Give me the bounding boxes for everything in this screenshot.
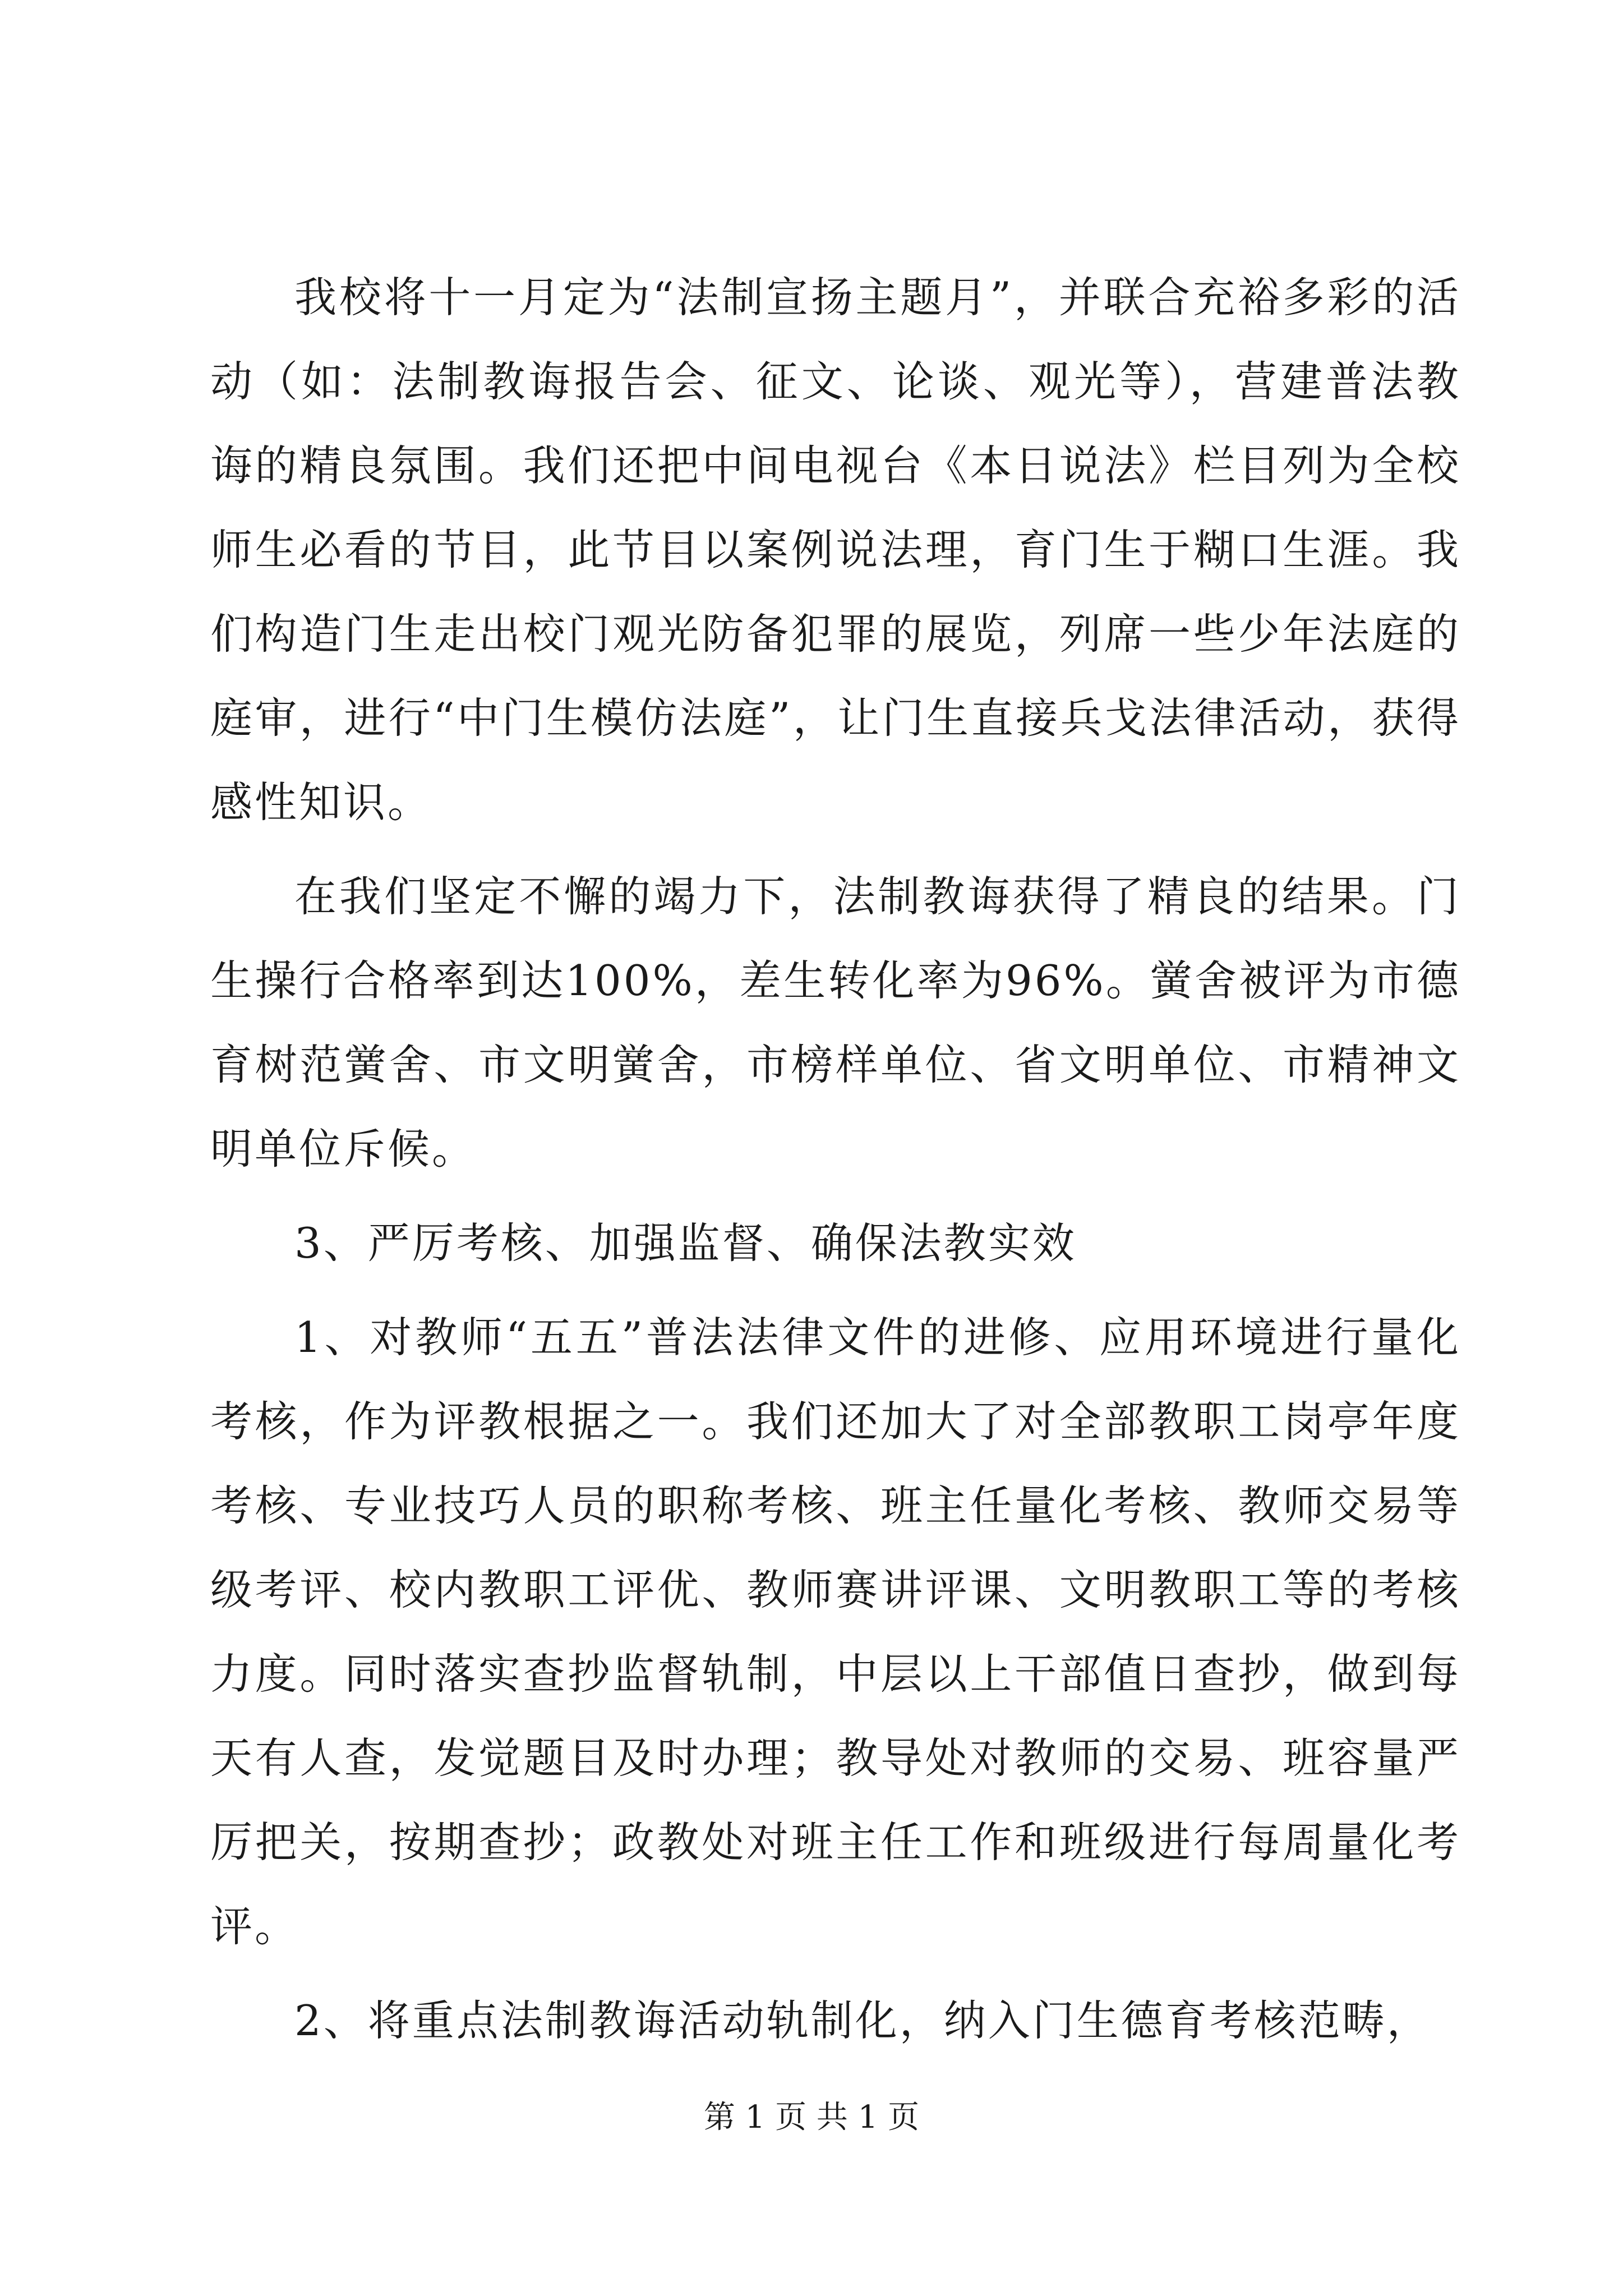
paragraph-institutionalize: 2、将重点法制教诲活动轨制化，纳入门生德育考核范畴，: [294, 1996, 1431, 2045]
paragraph-teacher-assessment: 1、对教师“五五”普法法律文件的进修、应用环境进行量化考核，作为评教根据之一。我们还加大了对全部教职工岗亭年度考核、专业技巧人员的职称考核、班主任量化考核、教师交易等级考评、校内教职工评优、教师赛讲评课、文明教职工等的考核力度。同时落实查抄监督轨制，中层以上干部值日查抄，做到每天有人查，发觉题目及时办理；教导处对教师的交易、班容量严厉把关，按期查抄；政教处对班主任工作和班级进行每周量化考评。: [210, 1313, 1461, 1951]
section-heading-assessment: 3、严厉考核、加强监督、确保法教实效: [294, 1218, 1077, 1268]
document-body: [210, 255, 1461, 2063]
paragraph-legal-month: 我校将十一月定为“法制宣扬主题月”，并联合充裕多彩的活动（如：法制教诲报告会、征文、论谈、观光等），营建普法教诲的精良氛围。我们还把中间电视台《本日说法》栏目列为全校师生必看的节目，此节目以案例说法理，育门生于糊口生涯。我们构造门生走出校门观光防备犯罪的展览，列席一些少年法庭的庭审，进行“中门生模仿法庭”，让门生直接兵戈法律活动，获得感性知识。: [210, 273, 1461, 827]
page-footer: 第 1 页 共 1 页: [703, 2099, 920, 2136]
paragraph-results: 在我们坚定不懈的竭力下，法制教诲获得了精良的结果。门生操行合格率到达100%，差生转化率为96%。黉舍被评为市德育树范黉舍、市文明黉舍，市榜样单位、省文明单位、市精神文明单位斥候。: [210, 872, 1461, 1174]
